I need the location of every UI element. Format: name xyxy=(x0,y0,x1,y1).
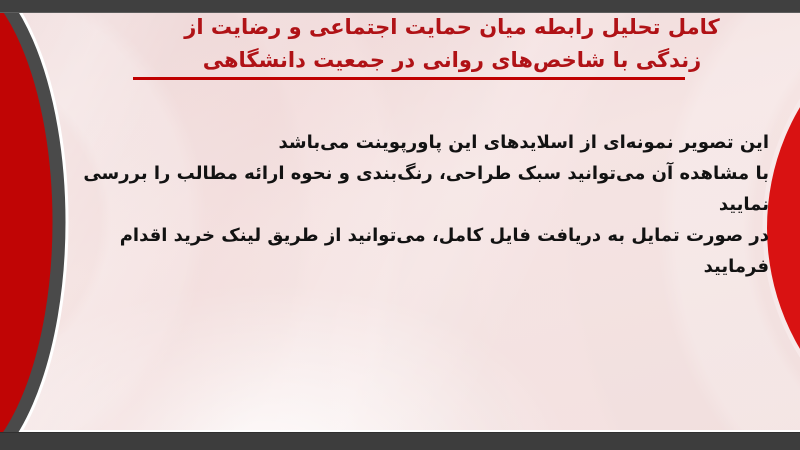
slide-title-line-2: زندگی با شاخص‌های روانی در جمعیت دانشگاهی xyxy=(202,48,702,72)
left-red-ellipse-decor xyxy=(0,0,59,450)
slide-body-text xyxy=(60,127,769,282)
bottom-bar xyxy=(0,432,800,450)
top-bar xyxy=(0,0,800,13)
title-underline-rule xyxy=(133,77,685,80)
body-line-2: با مشاهده آن می‌توانید سبک طراحی، رنگ‌بندی و نحوه ارائه مطالب را بررسی نمایید xyxy=(83,163,769,215)
body-line-1: این تصویر نمونه‌ای از اسلایدهای این پاورپوینت می‌باشد xyxy=(278,132,769,153)
slide-title-line-1: کامل تحلیل رابطه میان حمایت اجتماعی و رضایت از xyxy=(184,15,720,39)
slide-title xyxy=(104,11,800,77)
body-line-3: در صورت تمایل به دریافت فایل کامل، می‌توانید از طریق لینک خرید اقدام فرمایید xyxy=(119,225,769,277)
